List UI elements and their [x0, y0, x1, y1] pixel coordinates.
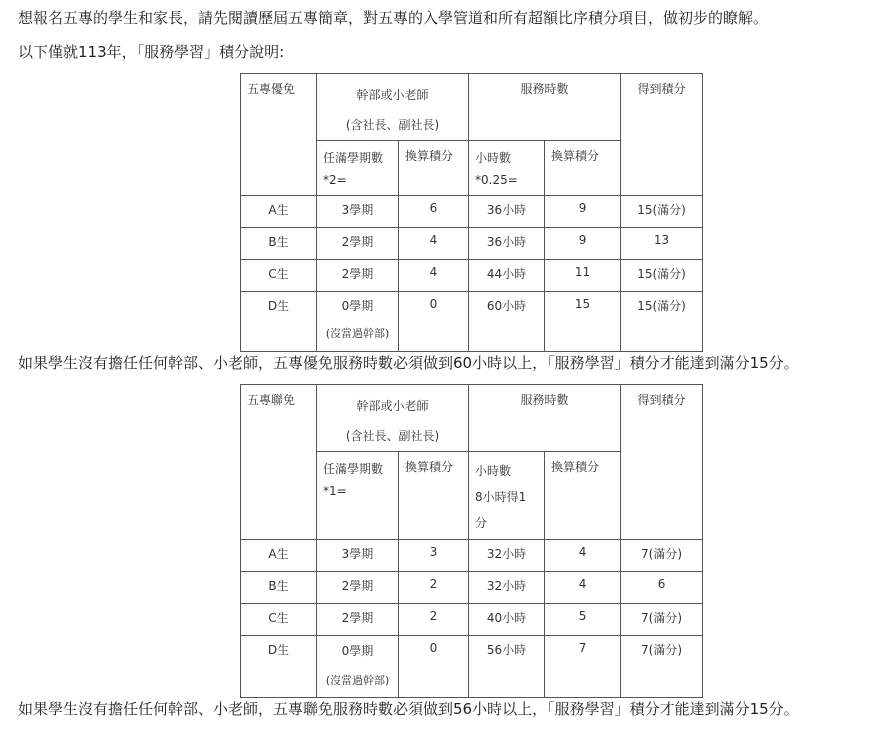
cell-total: 13: [621, 228, 703, 260]
cell-hour-points: 9: [545, 196, 621, 228]
cell-semesters-value: 0學期: [341, 644, 374, 658]
cell-cadre-points: 2: [399, 572, 469, 604]
service-header: 服務時數: [469, 74, 621, 141]
cadre-header-sub: (含社長、副社長): [345, 118, 440, 132]
table-row: [241, 636, 703, 698]
cell-cadre-points: 3: [399, 540, 469, 572]
cell-cadre-points: 0: [399, 636, 469, 698]
sub-header-hours-rule: *0.25=: [475, 173, 518, 187]
sub-header-semesters-rule: *1=: [323, 484, 347, 498]
table-row: [241, 540, 703, 572]
cell-hours: 44小時: [469, 260, 545, 292]
cadre-header: [317, 74, 469, 141]
cell-student: C生: [241, 260, 317, 292]
cell-student: A生: [241, 540, 317, 572]
sub-header-hours-rule-cont: 分: [475, 516, 488, 530]
cell-hour-points: 9: [545, 228, 621, 260]
note-paragraph-exempt: 如果學生沒有擔任任何幹部、小老師，五專優免服務時數必須做到60小時以上，「服務學習」積分才能達到滿分15分。: [18, 354, 799, 372]
cell-hour-points: 7: [545, 636, 621, 698]
cell-total: 15(滿分): [621, 292, 703, 352]
note-paragraph-joint: 如果學生沒有擔任任何幹部、小老師，五專聯免服務時數必須做到56小時以上，「服務學習」積分才能達到滿分15分。: [18, 700, 799, 718]
cadre-header: [317, 385, 469, 452]
intro-paragraph: 想報名五專的學生和家長，請先閱讀歷屆五專簡章，對五專的入學管道和所有超額比序積分項目，做初步的瞭解。: [18, 9, 769, 27]
sub-header-converted-cadre: 換算積分: [399, 452, 469, 540]
cell-cadre-points: 4: [399, 260, 469, 292]
sub-header-semesters-rule: *2=: [323, 173, 347, 187]
cell-hour-points: 4: [545, 572, 621, 604]
cell-semesters: [317, 636, 399, 698]
sub-header-semesters-label: 任滿學期數: [323, 462, 384, 476]
cell-total: 7(滿分): [621, 540, 703, 572]
sub-header-hours-rule: 8小時得1: [475, 490, 527, 504]
cadre-header-sub: (含社長、副社長): [345, 429, 440, 443]
cell-total: 6: [621, 572, 703, 604]
sub-header-semesters: [317, 141, 399, 196]
cell-semesters: 2學期: [317, 572, 399, 604]
cell-cadre-points: 6: [399, 196, 469, 228]
cell-hour-points: 15: [545, 292, 621, 352]
cell-hours: 40小時: [469, 604, 545, 636]
table-row: [241, 292, 703, 352]
table-five-year-joint: [240, 384, 703, 698]
cell-hours: 56小時: [469, 636, 545, 698]
table-corner-label: 五專聯免: [241, 385, 317, 540]
cell-cadre-points: 4: [399, 228, 469, 260]
sub-header-converted-cadre: 換算積分: [399, 141, 469, 196]
cell-student: C生: [241, 604, 317, 636]
sub-header-semesters-label: 任滿學期數: [323, 151, 384, 165]
cell-semesters: 3學期: [317, 196, 399, 228]
table-row: [241, 196, 703, 228]
cell-total: 15(滿分): [621, 260, 703, 292]
table-corner-label: 五專優免: [241, 74, 317, 196]
cell-hour-points: 11: [545, 260, 621, 292]
cell-hours: 32小時: [469, 572, 545, 604]
cell-semesters: 2學期: [317, 260, 399, 292]
cell-student: A生: [241, 196, 317, 228]
cell-semesters: 3學期: [317, 540, 399, 572]
table-row: [241, 228, 703, 260]
cell-semesters-note: (沒當過幹部): [325, 674, 390, 687]
cell-student: B生: [241, 572, 317, 604]
cell-cadre-points: 0: [399, 292, 469, 352]
table-row: [241, 604, 703, 636]
service-header: 服務時數: [469, 385, 621, 452]
cell-hours: 36小時: [469, 196, 545, 228]
cell-semesters-value: 0學期: [341, 299, 374, 313]
sub-header-converted-hours: 換算積分: [545, 452, 621, 540]
cell-hour-points: 5: [545, 604, 621, 636]
subtitle-paragraph: 以下僅就113年，「服務學習」積分說明:: [18, 43, 285, 61]
table-row: [241, 572, 703, 604]
cell-semesters-note: (沒當過幹部): [325, 327, 390, 340]
cell-hours: 60小時: [469, 292, 545, 352]
cell-hours: 32小時: [469, 540, 545, 572]
cell-hour-points: 4: [545, 540, 621, 572]
sub-header-hours-label: 小時數: [475, 151, 512, 165]
cell-total: 7(滿分): [621, 636, 703, 698]
cell-hours: 36小時: [469, 228, 545, 260]
score-header: 得到積分: [621, 385, 703, 540]
score-header: 得到積分: [621, 74, 703, 196]
sub-header-semesters: [317, 452, 399, 540]
table-row: [241, 260, 703, 292]
cell-total: 15(滿分): [621, 196, 703, 228]
cell-student: D生: [241, 292, 317, 352]
cell-semesters: 2學期: [317, 228, 399, 260]
sub-header-hours: [469, 141, 545, 196]
cell-student: D生: [241, 636, 317, 698]
cell-student: B生: [241, 228, 317, 260]
sub-header-hours: [469, 452, 545, 540]
cell-cadre-points: 2: [399, 604, 469, 636]
cell-semesters: 2學期: [317, 604, 399, 636]
cell-semesters: [317, 292, 399, 352]
cell-total: 7(滿分): [621, 604, 703, 636]
sub-header-hours-label: 小時數: [475, 464, 512, 478]
sub-header-converted-hours: 換算積分: [545, 141, 621, 196]
cadre-header-label: 幹部或小老師: [356, 399, 429, 413]
table-five-year-exempt: [240, 73, 703, 352]
cadre-header-label: 幹部或小老師: [356, 88, 429, 102]
